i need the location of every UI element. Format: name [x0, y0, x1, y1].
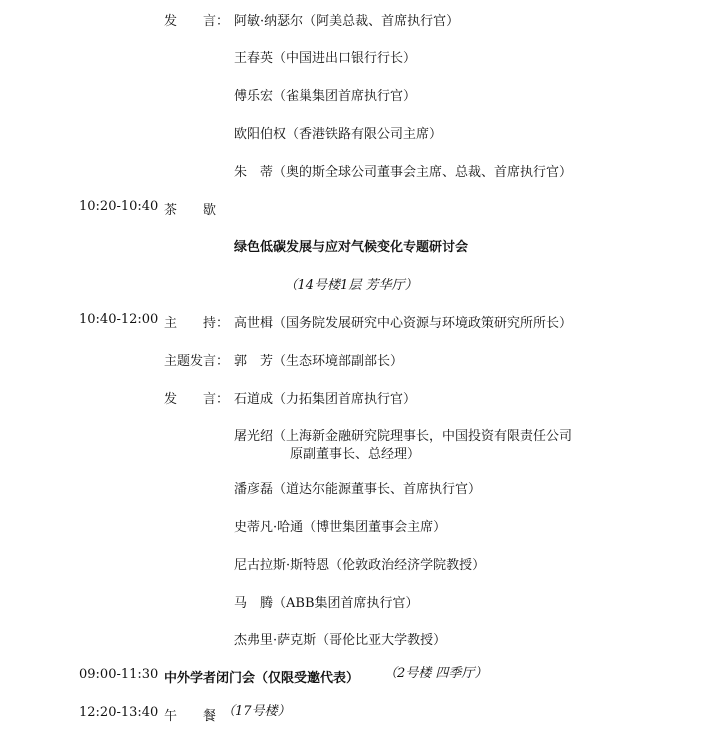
- closed-meeting-time: 09:00-11:30: [79, 667, 159, 682]
- speaker-item: 王春英（中国进出口银行行长）: [234, 51, 417, 66]
- closed-meeting-location: （2号楼 四季厅）: [384, 666, 488, 681]
- speaker-item: 屠光绍（上海新金融研究院理事长，中国投资有限责任公司: [234, 429, 573, 444]
- keynote-label: 主题发言：: [164, 354, 230, 369]
- speaker-item: 阿敏·纳瑟尔（阿美总裁、首席执行官）: [234, 14, 460, 29]
- host-label: 主 持：: [164, 316, 230, 331]
- speaker-item: 欧阳伯权（香港铁路有限公司主席）: [234, 127, 443, 142]
- session-title: 绿色低碳发展与应对气候变化专题研讨会: [233, 240, 468, 255]
- speakers-label: 发 言：: [164, 14, 230, 29]
- tea-break-time: 10:20-10:40: [79, 199, 159, 214]
- closed-meeting-title: 中外学者闭门会（仅限受邀代表）: [164, 671, 360, 686]
- keynote-speaker: 郭 芳（生态环境部副部长）: [234, 354, 404, 369]
- session-time: 10:40-12:00: [79, 312, 159, 327]
- lunch-location: （17号楼）: [222, 704, 291, 719]
- session-speakers-label: 发 言：: [164, 392, 230, 407]
- speaker-item: 尼古拉斯·斯特恩（伦敦政治经济学院教授）: [234, 558, 486, 573]
- speaker-item-continuation: 原副董事长、总经理）: [290, 447, 421, 462]
- speaker-item: 马 腾（ABB集团首席执行官）: [234, 596, 419, 611]
- speaker-item: 傅乐宏（雀巢集团首席执行官）: [234, 89, 417, 104]
- speaker-item: 朱 蒂（奥的斯全球公司董事会主席、总裁、首席执行官）: [234, 165, 573, 180]
- speaker-item: 史蒂凡·哈通（博世集团董事会主席）: [234, 520, 447, 535]
- tea-break-label: 茶 歇: [164, 203, 217, 218]
- session-location: （14号楼1层 芳华厅）: [284, 278, 418, 293]
- host-name: 高世楫（国务院发展研究中心资源与环境政策研究所所长）: [234, 316, 573, 331]
- lunch-time: 12:20-13:40: [79, 705, 159, 720]
- lunch-label: 午 餐: [164, 709, 217, 724]
- speaker-item: 潘彦磊（道达尔能源董事长、首席执行官）: [234, 482, 482, 497]
- speaker-item: 石道成（力拓集团首席执行官）: [234, 392, 417, 407]
- speaker-item: 杰弗里·萨克斯（哥伦比亚大学教授）: [234, 633, 447, 648]
